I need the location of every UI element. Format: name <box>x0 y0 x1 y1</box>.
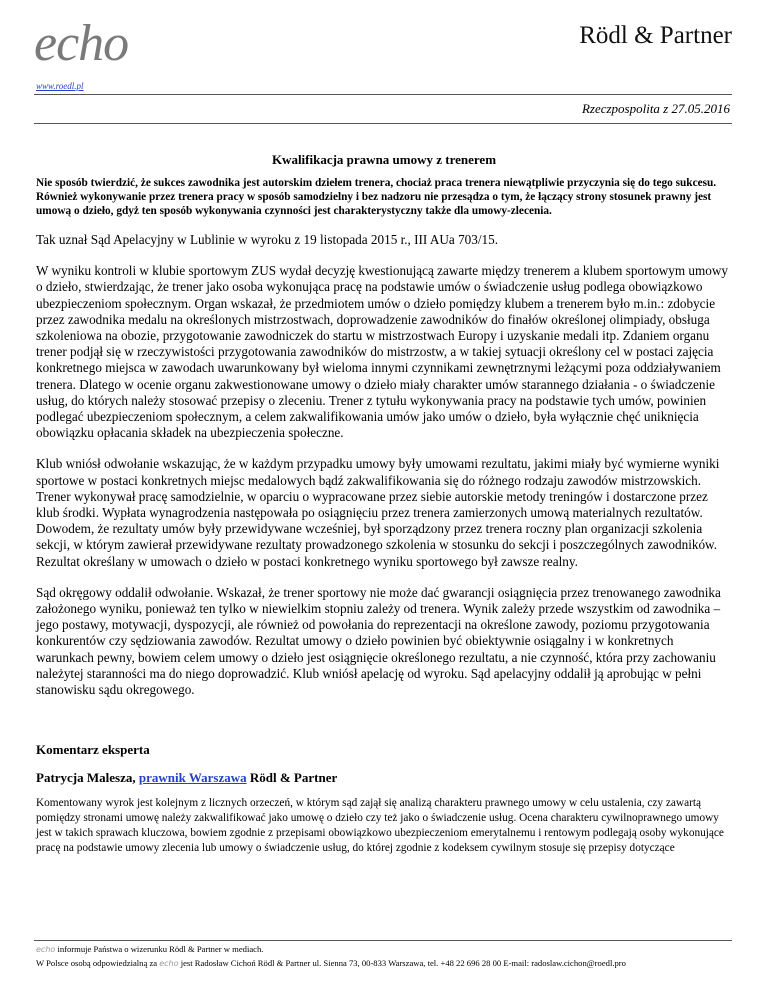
expert-comment: Komentowany wyrok jest kolejnym z licznych orzeczeń, w którym sąd zajął się analizą charakteru prawnego umowy w celu ustalenia, czy zawartą pomiędzy stronami umowę należy zakwalifikować jako umowę o dzieło czy też jako o świadczenie usług. Ocena charakteru cywilnoprawnego umowy jest w takich sprawach kluczowa, bowiem zgodnie z przepisami obowiązkowo ubezpieczeniom emerytalnemu i rentowym podlegają osoby wykonujące pracę na podstawie umowy zlecenia lub umowy o świadczenie usług, do której zgodnie z kodeksem cywilnym stosuje się przepisy dotyczące <box>36 797 724 855</box>
echo-logo: echo <box>34 15 129 72</box>
article-title: Kwalifikacja prawna umowy z trenerem <box>271 152 497 167</box>
expert-author <box>36 770 732 786</box>
paragraph-appeal: Klub wniósł odwołanie wskazując, że w każdym przypadku umowy były umowami rezultatu, jakimi miały być wymierne wyniki sportowe w postaci konkretnych miejsc medalowych bądź zakwalifikowania się do różnego rodzaju zawodów mistrzowskich. Trener wykonywał pracę samodzielnie, w oparciu o wypracowane przez siebie autorskie metody treningów i dostarczone przez klub środki. Wypłata wynagrodzenia następowała po osiągnięciu przez trenera zamierzonych umową materialnych rezultatów. Dowodem, że rezultaty umów były przewidywane wcześniej, był sporządzony przez trenera roczny plan organizacji szkolenia sekcji, w którym zawierał przewidywane rezultaty prowadzonego szkolenia w stosunku do sekcji i poszczególnych zawodników. Rezultat określany w umowach o dzieło w postaci konkretnego wyniku sportowego był zawsze realny. <box>36 456 720 569</box>
footer-line-2-start: W Polsce osobą odpowiedzialną za <box>36 958 158 968</box>
paragraph-court: Sąd okręgowy oddalił odwołanie. Wskazał, że trener sportowy nie może dać gwarancji osiągnięcia przez trenowanego zawodnika założonego wyniku, ponieważ ten tylko w niewielkim stopniu zależy od trenera. Wynik zależy przede wszystkim od zawodnika – jego postawy, motywacji, dyspozycji, ale również od powołania do reprezentacji na określone zawody, poziomu przygotowania konkurentów czy sędziowania zawodów. Rezultat umowy o dzieło powinien być obiektywnie osiągalny i w konkretnych warunkach pewny, bowiem celem umowy o dzieło jest osiągnięcie określonego rezultatu, a nie czynność, która przy zachowaniu należytej staranności ma do niego doprowadzić. Klub wniósł apelację od wyroku. Sąd apelacyjny oddalił ją aprobując w pełni stanowisku sądu okregowego. <box>36 584 721 698</box>
header-divider <box>34 94 732 95</box>
footer-contact: jest Radosław Cichoń Rödl & Partner ul. Sienna 73, 00-833 Warszawa, tel. +48 22 696 28 00 E-mail: radoslaw.cichon@roedl.pro <box>180 958 626 968</box>
author-link[interactable]: prawnik Warszawa <box>138 770 247 786</box>
article-body <box>36 152 732 856</box>
paragraph-zus: W wyniku kontroli w klubie sportowym ZUS wydał decyzję kwestionującą zawarte między trenerem a klubem sportowym umowy o dzieło, stwierdzając, że trener jako osoba wykonująca pracę na podstawie umów o świadczenie usług podlega obowiązkowo ubezpieczeniom społecznym. Organ wskazał, że przedmiotem umów o dzieło pomiędzy klubem a trenerem było m.in.: zdobycie przez zawodnika medalu na określonych mistrzostwach, doprowadzenie zawodników do finałów określonej olimpiady, obsługa szkoleniowa na obozie, przygotowanie zawodniczek do startu w mistrzostwach Europy i uzyskanie medali itp. Zdaniem organu trener podjął się w rzeczywistości przygotowania zawodników do mistrzostw, a w takiej sytuacji określony cel w postaci zajęcia konkretnego miejsca w zawodach uwarunkowany był wieloma innymi czynnikami zewnętrznymi leżącymi poza oddziaływaniem trenera. Dlatego w ocenie organu zakwestionowane umowy o dzieło miały charakter umów starannego działania - o świadczenie usług, do których należy stosować przepisy o zleceniu. Trener z tytułu wykonywania pracy na podstawie tych umów, powinien podlegać ubezpieczeniom społecznym, a celem zakwalifikowania umów jako umów o dzieło, była wyłącznie chęć uniknięcia obowiązku opłacania składek na ubezpieczenia społeczne. <box>36 263 728 441</box>
author-firm: Rödl & Partner <box>249 770 338 786</box>
footer-echo-mark-2: echo <box>159 959 179 968</box>
source-divider <box>34 123 732 124</box>
brand-name: Rödl & Partner <box>579 22 732 49</box>
footer-line-1 <box>36 944 263 955</box>
author-name: Patrycja Malesza, <box>36 770 136 786</box>
article-lead: Nie sposób twierdzić, że sukces zawodnika jest autorskim dziełem trenera, chociaż praca trenera niewątpliwie przyczynia się do tego sukcesu. Również wykonywanie przez trenera pracy w sposób samodzielny i bez nadzoru nie przesądza o tym, że łączący strony stosunek prawny jest umową o dzieło, gdyż ten sposób wykonywania czynności jest charakterystyczny także dla umowy-zlecenia. <box>36 177 717 217</box>
source-publication: Rzeczpospolita z 27.05.2016 <box>581 101 730 116</box>
footer-divider <box>34 940 732 941</box>
footer-line-2 <box>36 958 626 969</box>
footer <box>0 940 768 994</box>
expert-heading: Komentarz eksperta <box>36 742 150 758</box>
website-link[interactable]: www.roedl.pl <box>36 81 84 91</box>
footer-echo-mark: echo <box>36 945 56 954</box>
paragraph-ruling: Tak uznał Sąd Apelacyjny w Lublinie w wyroku z 19 listopada 2015 r., III AUa 703/15. <box>36 232 499 247</box>
footer-line-1-text: informuje Państwa o wizerunku Rödl & Partner w mediach. <box>57 944 264 954</box>
